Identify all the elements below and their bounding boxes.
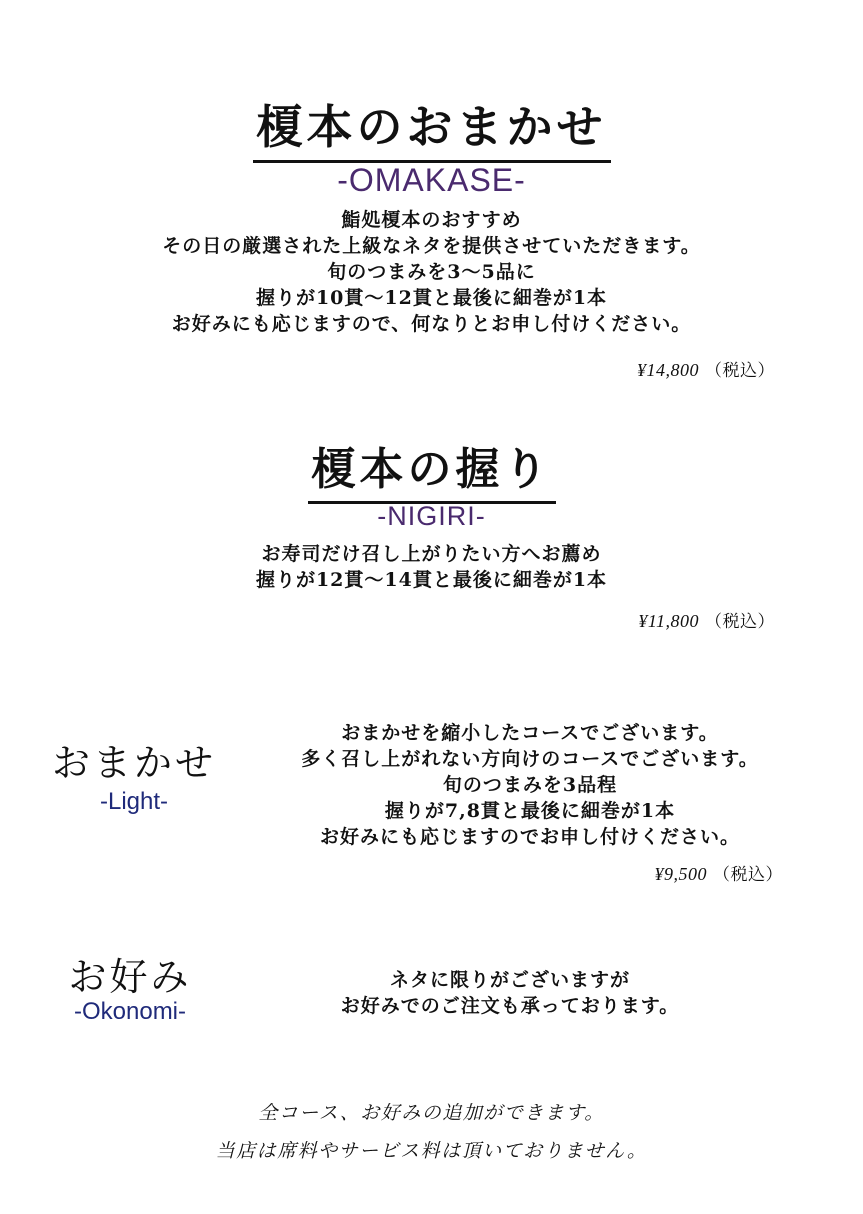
- omakase-description: [0, 207, 863, 337]
- nigiri-title: [0, 444, 863, 495]
- light-line: 握りが7,8貫と最後に細巻が1本: [384, 800, 676, 822]
- light-price-value: ¥9,500: [654, 864, 707, 884]
- okonomi-subtitle: -Okonomi-: [73, 998, 187, 1025]
- omakase-line: 旬のつまみを3〜5品に: [327, 261, 536, 283]
- light-line: 多く召し上がれない方向けのコースでございます。: [301, 748, 759, 770]
- nigiri-description: [0, 541, 863, 593]
- nigiri-subtitle: -NIGIRI-: [377, 501, 486, 531]
- omakase-price: [637, 356, 775, 381]
- light-description: [260, 720, 800, 850]
- nigiri-line: 握りが12貫〜14貫と最後に細巻が1本: [255, 569, 608, 591]
- light-price: [655, 860, 784, 885]
- light-line: おまかせを縮小したコースでございます。: [341, 722, 719, 744]
- nigiri-title-text: 榎本の握り: [308, 444, 556, 504]
- nigiri-line: お寿司だけ召し上がりたい方へお薦め: [261, 543, 602, 565]
- omakase-price-value: ¥14,800: [637, 360, 699, 380]
- footer-line: 全コース、お好みの追加ができます。: [258, 1102, 605, 1124]
- light-subtitle: -Light-: [99, 788, 169, 815]
- nigiri-tax-label: （税込）: [705, 612, 775, 631]
- nigiri-price: [638, 607, 775, 632]
- light-line: お好みにも応じますのでお申し付けください。: [319, 826, 740, 848]
- footer-notes: [0, 1094, 863, 1170]
- footer-line: 当店は席料やサービス料は頂いておりません。: [215, 1140, 648, 1162]
- light-title: おまかせ: [51, 741, 216, 785]
- omakase-tax-label: （税込）: [705, 361, 775, 380]
- light-line: 旬のつまみを3品程: [442, 774, 618, 796]
- okonomi-description: [270, 967, 750, 1019]
- omakase-title-text: 榎本のおまかせ: [253, 100, 611, 163]
- omakase-line: 握りが10貫〜12貫と最後に細巻が1本: [255, 287, 608, 309]
- nigiri-price-value: ¥11,800: [638, 611, 699, 631]
- omakase-line: お好みにも応じますので、何なりとお申し付けください。: [171, 313, 692, 335]
- light-tax-label: （税込）: [713, 865, 783, 884]
- omakase-subtitle: -OMAKASE-: [337, 162, 526, 198]
- okonomi-line: お好みでのご注文も承っております。: [340, 995, 680, 1017]
- omakase-title: [0, 100, 863, 154]
- okonomi-line: ネタに限りがございますが: [389, 969, 630, 991]
- okonomi-title: お好み: [68, 955, 192, 999]
- omakase-line: 鮨処榎本のおすすめ: [341, 209, 522, 231]
- omakase-line: その日の厳選された上級なネタを提供させていただきます。: [162, 235, 701, 257]
